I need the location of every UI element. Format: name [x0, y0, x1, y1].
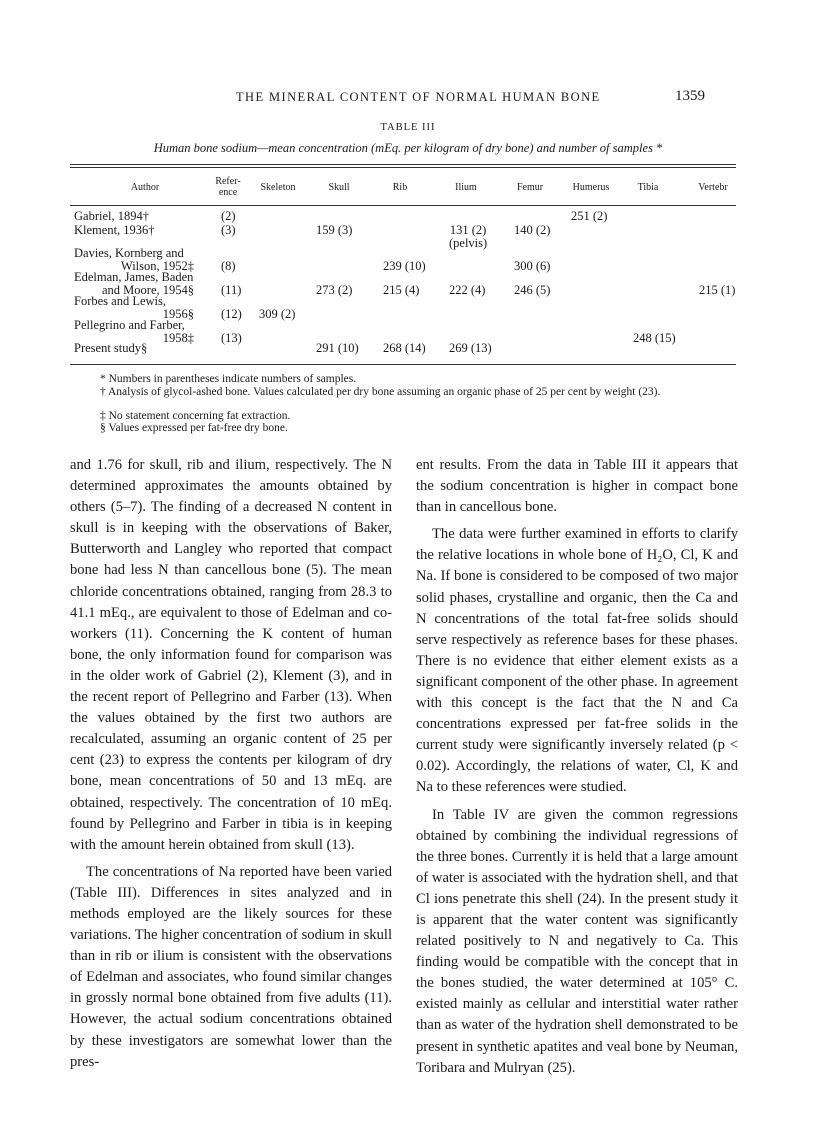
body-paragraph: The data were further examined in efforts to clarify the relative locations in whole bone of H₂O, Cl, K and Na. If bone is considered to be composed of two major solid phases, crystalline and organic, then the Ca and N concentrations of the total fat-free solids should serve respectively as reference bases for these phases. There is no evidence that either element exists as a significant component of the other phase. In agreement with this concept is the fact that the N and Ca concentrations expressed per fat-free solids in the current study were significantly inversely related (p < 0.02). Accordingly, the relations of water, Cl, K and Na to these references were studied. — [416, 526, 738, 796]
left-column — [70, 455, 392, 1073]
table-cell-ref: (8) — [221, 259, 236, 273]
table-header-4: Rib — [392, 182, 408, 193]
table-bottom-rule — [70, 364, 736, 365]
page-number: 1359 — [675, 88, 705, 104]
table-cell-rib: 268 (14) — [383, 341, 426, 355]
table-label: TABLE III — [380, 122, 436, 133]
table-header-8: Tibia — [637, 182, 659, 193]
table-cell-ref: (13) — [221, 331, 242, 345]
body-paragraph: ent results. From the data in Table III it appears that the sodium concentration is higher in compact bone than in cancellous bone. — [416, 457, 738, 516]
table-cell-ilium: 269 (13) — [449, 341, 492, 355]
table-cell-femur: 140 (2) — [514, 223, 551, 237]
table-top-rule — [70, 164, 736, 165]
table-row-author: Gabriel, 1894† — [74, 209, 149, 223]
table-row-author: Klement, 1936† — [74, 223, 155, 237]
table-cell-ref: (2) — [221, 209, 236, 223]
table-footnote: † Analysis of glycol-ashed bone. Values calculated per dry bone assuming an organic phase of 25 per cent by weight (23). — [100, 386, 661, 398]
table-cell-rib: 239 (10) — [383, 259, 426, 273]
table-cell-skull: 159 (3) — [316, 223, 353, 237]
table-header-2: Skeleton — [260, 182, 296, 193]
table-top-rule-2 — [70, 167, 736, 168]
table-row-author: Pellegrino and Farber, 1958‡ — [74, 318, 194, 345]
table-cell-ref: (11) — [221, 283, 242, 297]
table-header-6: Femur — [516, 182, 544, 193]
table-header-9: Vertebr — [698, 182, 728, 193]
table-cell-skull: 291 (10) — [316, 341, 359, 355]
running-head: THE MINERAL CONTENT OF NORMAL HUMAN BONE — [236, 90, 601, 104]
table-cell-skeleton: 309 (2) — [259, 307, 296, 321]
table-header-0: Author — [130, 182, 160, 193]
table-cell-humerus: 251 (2) — [571, 209, 608, 223]
table-cell-femur: 246 (5) — [514, 283, 551, 297]
table-cell-ref: (12) — [221, 307, 242, 321]
body-paragraph: In Table IV are given the common regressions obtained by combining the individual regressions of the three bones. Currently it is held that a large amount of water is associated with the hydration shell, and that Cl ions penetrate this shell (24). In the present study it is apparent that the water content was significantly related positively to N and negatively to Ca. This finding would be compatible with the concept that in the bones studied, the water determined at 105° C. existed mainly as cellular and interstitial water rather than as water of the hydration shell demonstrated to be present in synthetic apatites and veal bone by Neuman, Toribara and Mulryan (25). — [416, 806, 738, 1076]
table-cell-ref: (3) — [221, 223, 236, 237]
body-paragraph: The concentrations of Na reported have been varied (Table III). Differences in sites analyzed and in methods employed are the likely sources for these variations. The higher concentration of sodium in skull than in rib or ilium is consistent with the observations of Edelman and associates, who found similar changes in grossly normal bone obtained from five adults (11). However, the actual sodium concentrations obtained by these investigators are somewhat lower than the pres- — [70, 863, 392, 1070]
table-footnote: ‡ No statement concerning fat extraction. — [100, 410, 291, 422]
table-header-3: Skull — [328, 182, 350, 193]
table-cell-ilium: 222 (4) — [449, 283, 486, 297]
table-row-author: Edelman, James, Baden and Moore, 1954§ — [74, 270, 194, 297]
right-column — [416, 455, 738, 1079]
table-header-5: Ilium — [455, 182, 477, 193]
table-row-author: Davies, Kornberg and Wilson, 1952‡ — [74, 246, 194, 273]
table-header-rule — [70, 205, 736, 206]
table-header-7: Humerus — [572, 182, 610, 193]
table-cell-vertebra: 215 (1) — [699, 283, 736, 297]
table-cell-ilium: 131 (2) (pelvis) — [449, 223, 488, 250]
table-caption: Human bone sodium—mean concentration (mEq. per kilogram of dry bone) and number of samples * — [153, 141, 663, 155]
body-paragraph: and 1.76 for skull, rib and ilium, respectively. The N determined approximates the amounts obtained by others (5–7). The finding of a decreased N content in skull is in keeping with the observations of Baker, Butterworth and Langley who reported that compact bone had less N than cancellous bone (5). The mean chloride concentrations obtained, ranging from 28.3 to 41.1 mEq., are equivalent to those of Edelman and co-workers (11). Concerning the K content of human bone, the only information found for comparison was in the older work of Gabriel (2), Klement (3), and in the recent report of Pellegrino and Farber (13). When the values obtained by the first two authors are recalculated, assuming an organic content of 25 per cent (23) to express the contents per kilogram of dry bone, mean concentrations of 50 and 13 mEq. are obtained, respectively. The concentration of 10 mEq. found by Pellegrino and Farber in tibia is in keeping with the amount herein obtained from skull (13). — [70, 457, 392, 853]
table-cell-tibia: 248 (15) — [633, 331, 676, 345]
table-footnote: * Numbers in parentheses indicate numbers of samples. — [100, 373, 357, 385]
table-row-author: Present study§ — [74, 341, 148, 355]
table-header-1: Refer- ence — [215, 176, 241, 198]
table-footnote: § Values expressed per fat-free dry bone. — [100, 422, 288, 434]
table-row-author: Forbes and Lewis, 1956§ — [74, 294, 194, 321]
table-cell-femur: 300 (6) — [514, 259, 551, 273]
table-cell-skull: 273 (2) — [316, 283, 353, 297]
table-cell-rib: 215 (4) — [383, 283, 420, 297]
